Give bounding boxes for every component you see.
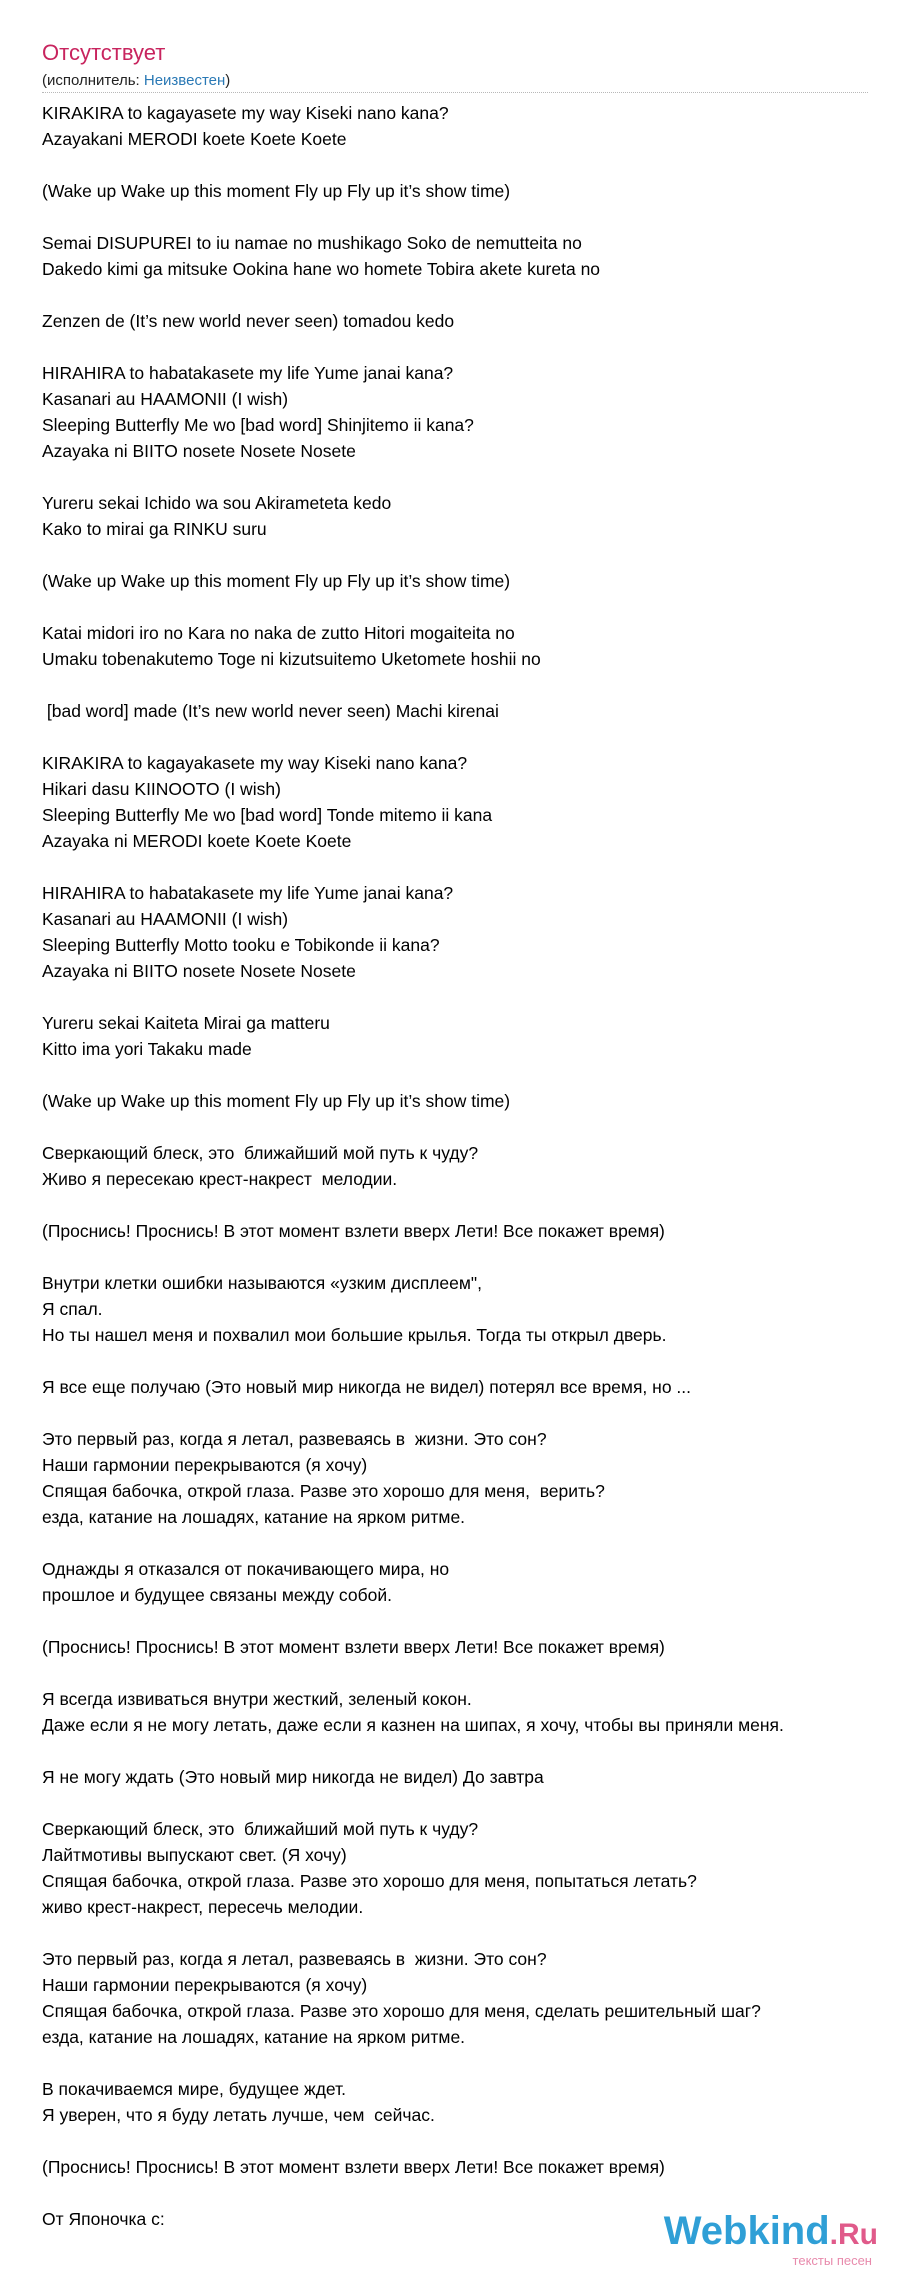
lyric-line: Azayaka ni BIITO nosete Nosete Nosete bbox=[42, 961, 356, 981]
lyric-line bbox=[42, 672, 908, 698]
lyric-line: Это первый раз, когда я летал, развеваясь в жизни. Это сон? bbox=[42, 1949, 547, 1969]
lyric-line: Я спал. bbox=[42, 1299, 103, 1319]
lyric-line bbox=[42, 1608, 908, 1634]
song-title: Отсутствует bbox=[42, 40, 166, 65]
lyric-line bbox=[42, 984, 908, 1010]
lyric-line bbox=[42, 1400, 908, 1426]
lyric-line bbox=[42, 2050, 908, 2076]
lyric-line: Спящая бабочка, открой глаза. Разве это хорошо для меня, верить? bbox=[42, 1481, 605, 1501]
lyric-line bbox=[42, 2128, 908, 2154]
lyric-line: Azayakani MERODI koete Koete Koete bbox=[42, 129, 347, 149]
lyric-line: Semai DISUPUREI to iu namae no mushikago Soko de nemutteita no bbox=[42, 233, 582, 253]
lyric-line bbox=[42, 1192, 908, 1218]
lyric-line bbox=[42, 594, 908, 620]
lyric-line bbox=[42, 1738, 908, 1764]
lyric-line bbox=[42, 1348, 908, 1374]
site-logo bbox=[664, 2211, 878, 2255]
lyric-line: Kasanari au HAAMONII (I wish) bbox=[42, 389, 289, 409]
lyric-line: Azayaka ni BIITO nosete Nosete Nosete bbox=[42, 441, 356, 461]
lyric-line: Azayaka ni MERODI koete Koete Koete bbox=[42, 831, 352, 851]
lyric-line: KIRAKIRA to kagayakasete my way Kiseki nano kana? bbox=[42, 753, 468, 773]
lyric-line: Hikari dasu KIINOOTO (I wish) bbox=[42, 779, 281, 799]
lyric-line: (Проснись! Проснись! В этот момент взлети вверх Лети! Все покажет время) bbox=[42, 1221, 665, 1241]
lyric-line: Я всегда извиваться внутри жесткий, зеленый кокон. bbox=[42, 1689, 472, 1709]
lyric-line bbox=[42, 334, 908, 360]
lyric-line: Однажды я отказался от покачивающего мира, но bbox=[42, 1559, 450, 1579]
lyric-line: Sleeping Butterfly Motto tooku e Tobikonde ii kana? bbox=[42, 935, 440, 955]
lyric-line: Kako to mirai ga RINKU suru bbox=[42, 519, 267, 539]
lyric-line bbox=[42, 854, 908, 880]
lyric-line bbox=[42, 464, 908, 490]
logo-tagline: тексты песен bbox=[792, 2253, 872, 2268]
lyric-line: Внутри клетки ошибки называются «узким дисплеем", bbox=[42, 1273, 482, 1293]
site-watermark bbox=[664, 2211, 878, 2268]
artist-link[interactable]: Неизвестен bbox=[143, 72, 226, 89]
lyric-line: Спящая бабочка, открой глаза. Разве это хорошо для меня, сделать решительный шаг? bbox=[42, 2001, 761, 2021]
lyric-line: (Wake up Wake up this moment Fly up Fly up it’s show time) bbox=[42, 181, 511, 201]
header-divider bbox=[42, 92, 868, 93]
lyric-line: езда, катание на лошадях, катание на ярком ритме. bbox=[42, 2027, 466, 2047]
lyric-line: прошлое и будущее связаны между собой. bbox=[42, 1585, 393, 1605]
lyric-line bbox=[42, 1530, 908, 1556]
lyrics-body bbox=[42, 100, 908, 2232]
artist-suffix: ) bbox=[225, 72, 231, 89]
lyric-line: Zenzen de (It’s new world never seen) tomadou kedo bbox=[42, 311, 455, 331]
lyric-line: (Wake up Wake up this moment Fly up Fly up it’s show time) bbox=[42, 571, 511, 591]
lyric-line bbox=[42, 152, 908, 178]
lyric-line: HIRAHIRA to habatakasete my life Yume janai kana? bbox=[42, 363, 454, 383]
lyric-line: Но ты нашел меня и похвалил мои большие крылья. Тогда ты открыл дверь. bbox=[42, 1325, 667, 1345]
lyric-line: живо крест-накрест, пересечь мелодии. bbox=[42, 1897, 364, 1917]
lyric-line: (Wake up Wake up this moment Fly up Fly up it’s show time) bbox=[42, 1091, 511, 1111]
lyric-line: езда, катание на лошадях, катание на ярком ритме. bbox=[42, 1507, 466, 1527]
lyric-line: В покачиваемся мире, будущее ждет. bbox=[42, 2079, 347, 2099]
lyric-line: (Проснись! Проснись! В этот момент взлети вверх Лети! Все покажет время) bbox=[42, 2157, 665, 2177]
lyric-line: Dakedo kimi ga mitsuke Ookina hane wo homete Tobira akete kureta no bbox=[42, 259, 601, 279]
lyric-line: (Проснись! Проснись! В этот момент взлети вверх Лети! Все покажет время) bbox=[42, 1637, 665, 1657]
lyric-line: Даже если я не могу летать, даже если я казнен на шипах, я хочу, чтобы вы приняли меня. bbox=[42, 1715, 784, 1735]
logo-brand: Webkind bbox=[663, 2209, 830, 2253]
lyric-line: Sleeping Butterfly Me wo [bad word] Tonde mitemo ii kana bbox=[42, 805, 493, 825]
lyric-line: Yureru sekai Ichido wa sou Akirameteta kedo bbox=[42, 493, 392, 513]
lyric-line: Yureru sekai Kaiteta Mirai ga matteru bbox=[42, 1013, 330, 1033]
lyric-line: Я все еще получаю (Это новый мир никогда не видел) потерял все время, но ... bbox=[42, 1377, 691, 1397]
lyric-line bbox=[42, 1790, 908, 1816]
lyric-line bbox=[42, 1660, 908, 1686]
lyric-line: Наши гармонии перекрываются (я хочу) bbox=[42, 1975, 368, 1995]
lyric-line: Наши гармонии перекрываются (я хочу) bbox=[42, 1455, 368, 1475]
lyric-line bbox=[42, 2180, 908, 2206]
artist-prefix: (исполнитель: bbox=[42, 72, 144, 89]
lyric-line: От Японочка с: bbox=[42, 2209, 165, 2229]
lyric-line bbox=[42, 282, 908, 308]
lyric-line: HIRAHIRA to habatakasete my life Yume janai kana? bbox=[42, 883, 454, 903]
logo-tld: .Ru bbox=[829, 2218, 878, 2251]
lyric-line: Sleeping Butterfly Me wo [bad word] Shinjitemo ii kana? bbox=[42, 415, 474, 435]
lyric-line: Katai midori iro no Kara no naka de zutto Hitori mogaiteita no bbox=[42, 623, 515, 643]
lyric-line bbox=[42, 542, 908, 568]
lyric-line bbox=[42, 724, 908, 750]
artist-line bbox=[42, 72, 230, 89]
lyric-line: Kasanari au HAAMONII (I wish) bbox=[42, 909, 289, 929]
lyric-line: Я не могу ждать (Это новый мир никогда не видел) До завтра bbox=[42, 1767, 544, 1787]
lyric-line bbox=[42, 1114, 908, 1140]
lyric-line: Я уверен, что я буду летать лучше, чем сейчас. bbox=[42, 2105, 435, 2125]
lyric-line: Kitto ima yori Takaku made bbox=[42, 1039, 252, 1059]
lyric-line bbox=[42, 1062, 908, 1088]
lyric-line: Лайтмотивы выпускают свет. (Я хочу) bbox=[42, 1845, 347, 1865]
lyric-line: Сверкающий блеск, это ближайший мой путь к чуду? bbox=[42, 1819, 479, 1839]
lyric-line: Umaku tobenakutemo Toge ni kizutsuitemo Uketomete hoshii no bbox=[42, 649, 541, 669]
lyric-line bbox=[42, 1920, 908, 1946]
lyric-line: [bad word] made (It’s new world never seen) Machi kirenai bbox=[42, 701, 499, 721]
lyric-line: Это первый раз, когда я летал, развеваясь в жизни. Это сон? bbox=[42, 1429, 547, 1449]
lyric-line: Сверкающий блеск, это ближайший мой путь к чуду? bbox=[42, 1143, 479, 1163]
lyric-line: KIRAKIRA to kagayasete my way Kiseki nano kana? bbox=[42, 103, 449, 123]
lyric-line bbox=[42, 204, 908, 230]
lyric-line bbox=[42, 1244, 908, 1270]
lyric-line: Спящая бабочка, открой глаза. Разве это хорошо для меня, попытаться летать? bbox=[42, 1871, 697, 1891]
lyric-line: Живо я пересекаю крест-накрест мелодии. bbox=[42, 1169, 398, 1189]
